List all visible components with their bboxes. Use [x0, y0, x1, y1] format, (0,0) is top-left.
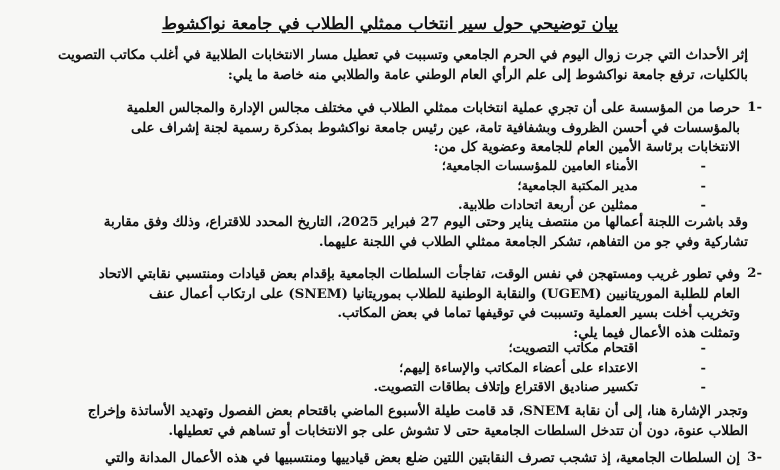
document-title: بيان توضيحي حول سير انتخاب ممثلي الطلاب في جامعة نواكشوط: [161, 14, 619, 33]
bullet-item: تكسير صناديق الاقتراع وإتلاف بطاقات التصويت. -: [373, 378, 638, 398]
paragraph-line: وتجدر الإشارة هنا، إلى أن نقابة SNEM، قد قامت طيلة الأسبوع الماضي باقتحام بعض الفصول وتهديد الأساتذة وإخراج: [87, 403, 748, 419]
item-line: وفي تطور غريب ومستهجن في نفس الوقت، تفاجأت السلطات الجامعية بإقدام بعض قيادات ومنتسبي نقابتي الاتحاد: [98, 266, 740, 282]
item-1-bullets: [442, 157, 638, 216]
item-3: [40, 449, 762, 469]
item-line: حرصا من المؤسسة على أن تجري عملية انتخابات ممثلي الطلاب في مختلف مجالس الإدارة والمجالس العلمية: [126, 100, 740, 116]
item-1: [40, 99, 762, 158]
item-number: -1: [747, 99, 762, 115]
bullet-item: ممثلين عن أربعة اتحادات طلابية. -: [442, 196, 638, 216]
intro-line: بالكليات، ترفع جامعة نواكشوط إلى علم الرأي العام الوطني عامة والطلابي منه خاصة ما يلي:: [227, 66, 748, 83]
item-line: العام للطلبة الموريتانيين (UGEM) والنقابة الوطنية للطلاب بموريتانيا (SNEM) على ارتكاب أعمال عنف: [148, 285, 740, 302]
bullet-item: اقتحام مكاتب التصويت؛ -: [373, 339, 638, 359]
paragraph-line: تشاركية وفي جو من التفاهم، تشكر الجامعة ممثلي الطلاب في اللجنة عليهما.: [318, 233, 748, 250]
bullet-item: الاعتداء على أعضاء المكاتب والإساءة إليهم؛ -: [373, 359, 638, 379]
committee-paragraph: [40, 213, 748, 252]
item-number: -3: [747, 449, 762, 465]
item-2: [40, 265, 762, 343]
bullet-item: مدير المكتبة الجامعية؛ -: [442, 177, 638, 197]
item-2-bullets: [373, 339, 638, 398]
item-line: إن السلطات الجامعية، إذ تشجب تصرف النقابتين اللتين ضلع بعض قيادييها ومنتسبيها في هذه الأعمال المدانة والتي: [105, 450, 740, 466]
intro-paragraph: [40, 46, 748, 85]
item-number: -2: [747, 265, 762, 281]
paragraph-line: الطلاب عنوة، دون أن تتدخل السلطات الجامعية حتى لا تشوش على جو الانتخابات أو تساهم في تعطيلها.: [168, 422, 748, 439]
item-line: الانتخابات برئاسة الأمين العام للجامعة وعضوية كل من:: [433, 139, 740, 155]
item-line: وتمثلت هذه الأعمال فيما يلي:: [573, 324, 740, 341]
item-line: وتخريب أخلت بسير العملية وتسببت في توقيفها تماما في بعض المكاتب.: [337, 305, 740, 321]
paragraph-line: وقد باشرت اللجنة أعمالها من منتصف يناير وحتى اليوم 27 فبراير 2025، التاريخ المحدد للاقتراع، وذلك وفق مقاربة: [103, 214, 748, 230]
intro-line: إثر الأحداث التي جرت زوال اليوم في الحرم الجامعي وتسببت في تعطيل مسار الانتخابات الطلابية في أغلب مكاتب التصويت: [57, 47, 748, 63]
bullet-item: الأمناء العامين للمؤسسات الجامعية؛ -: [442, 157, 638, 177]
snem-paragraph: [40, 402, 748, 441]
item-line: بالمؤسسات في أحسن الظروف وبشفافية تامة، عين رئيس جامعة نواكشوط بمذكرة رسمية لجنة إشراف على: [130, 119, 740, 136]
